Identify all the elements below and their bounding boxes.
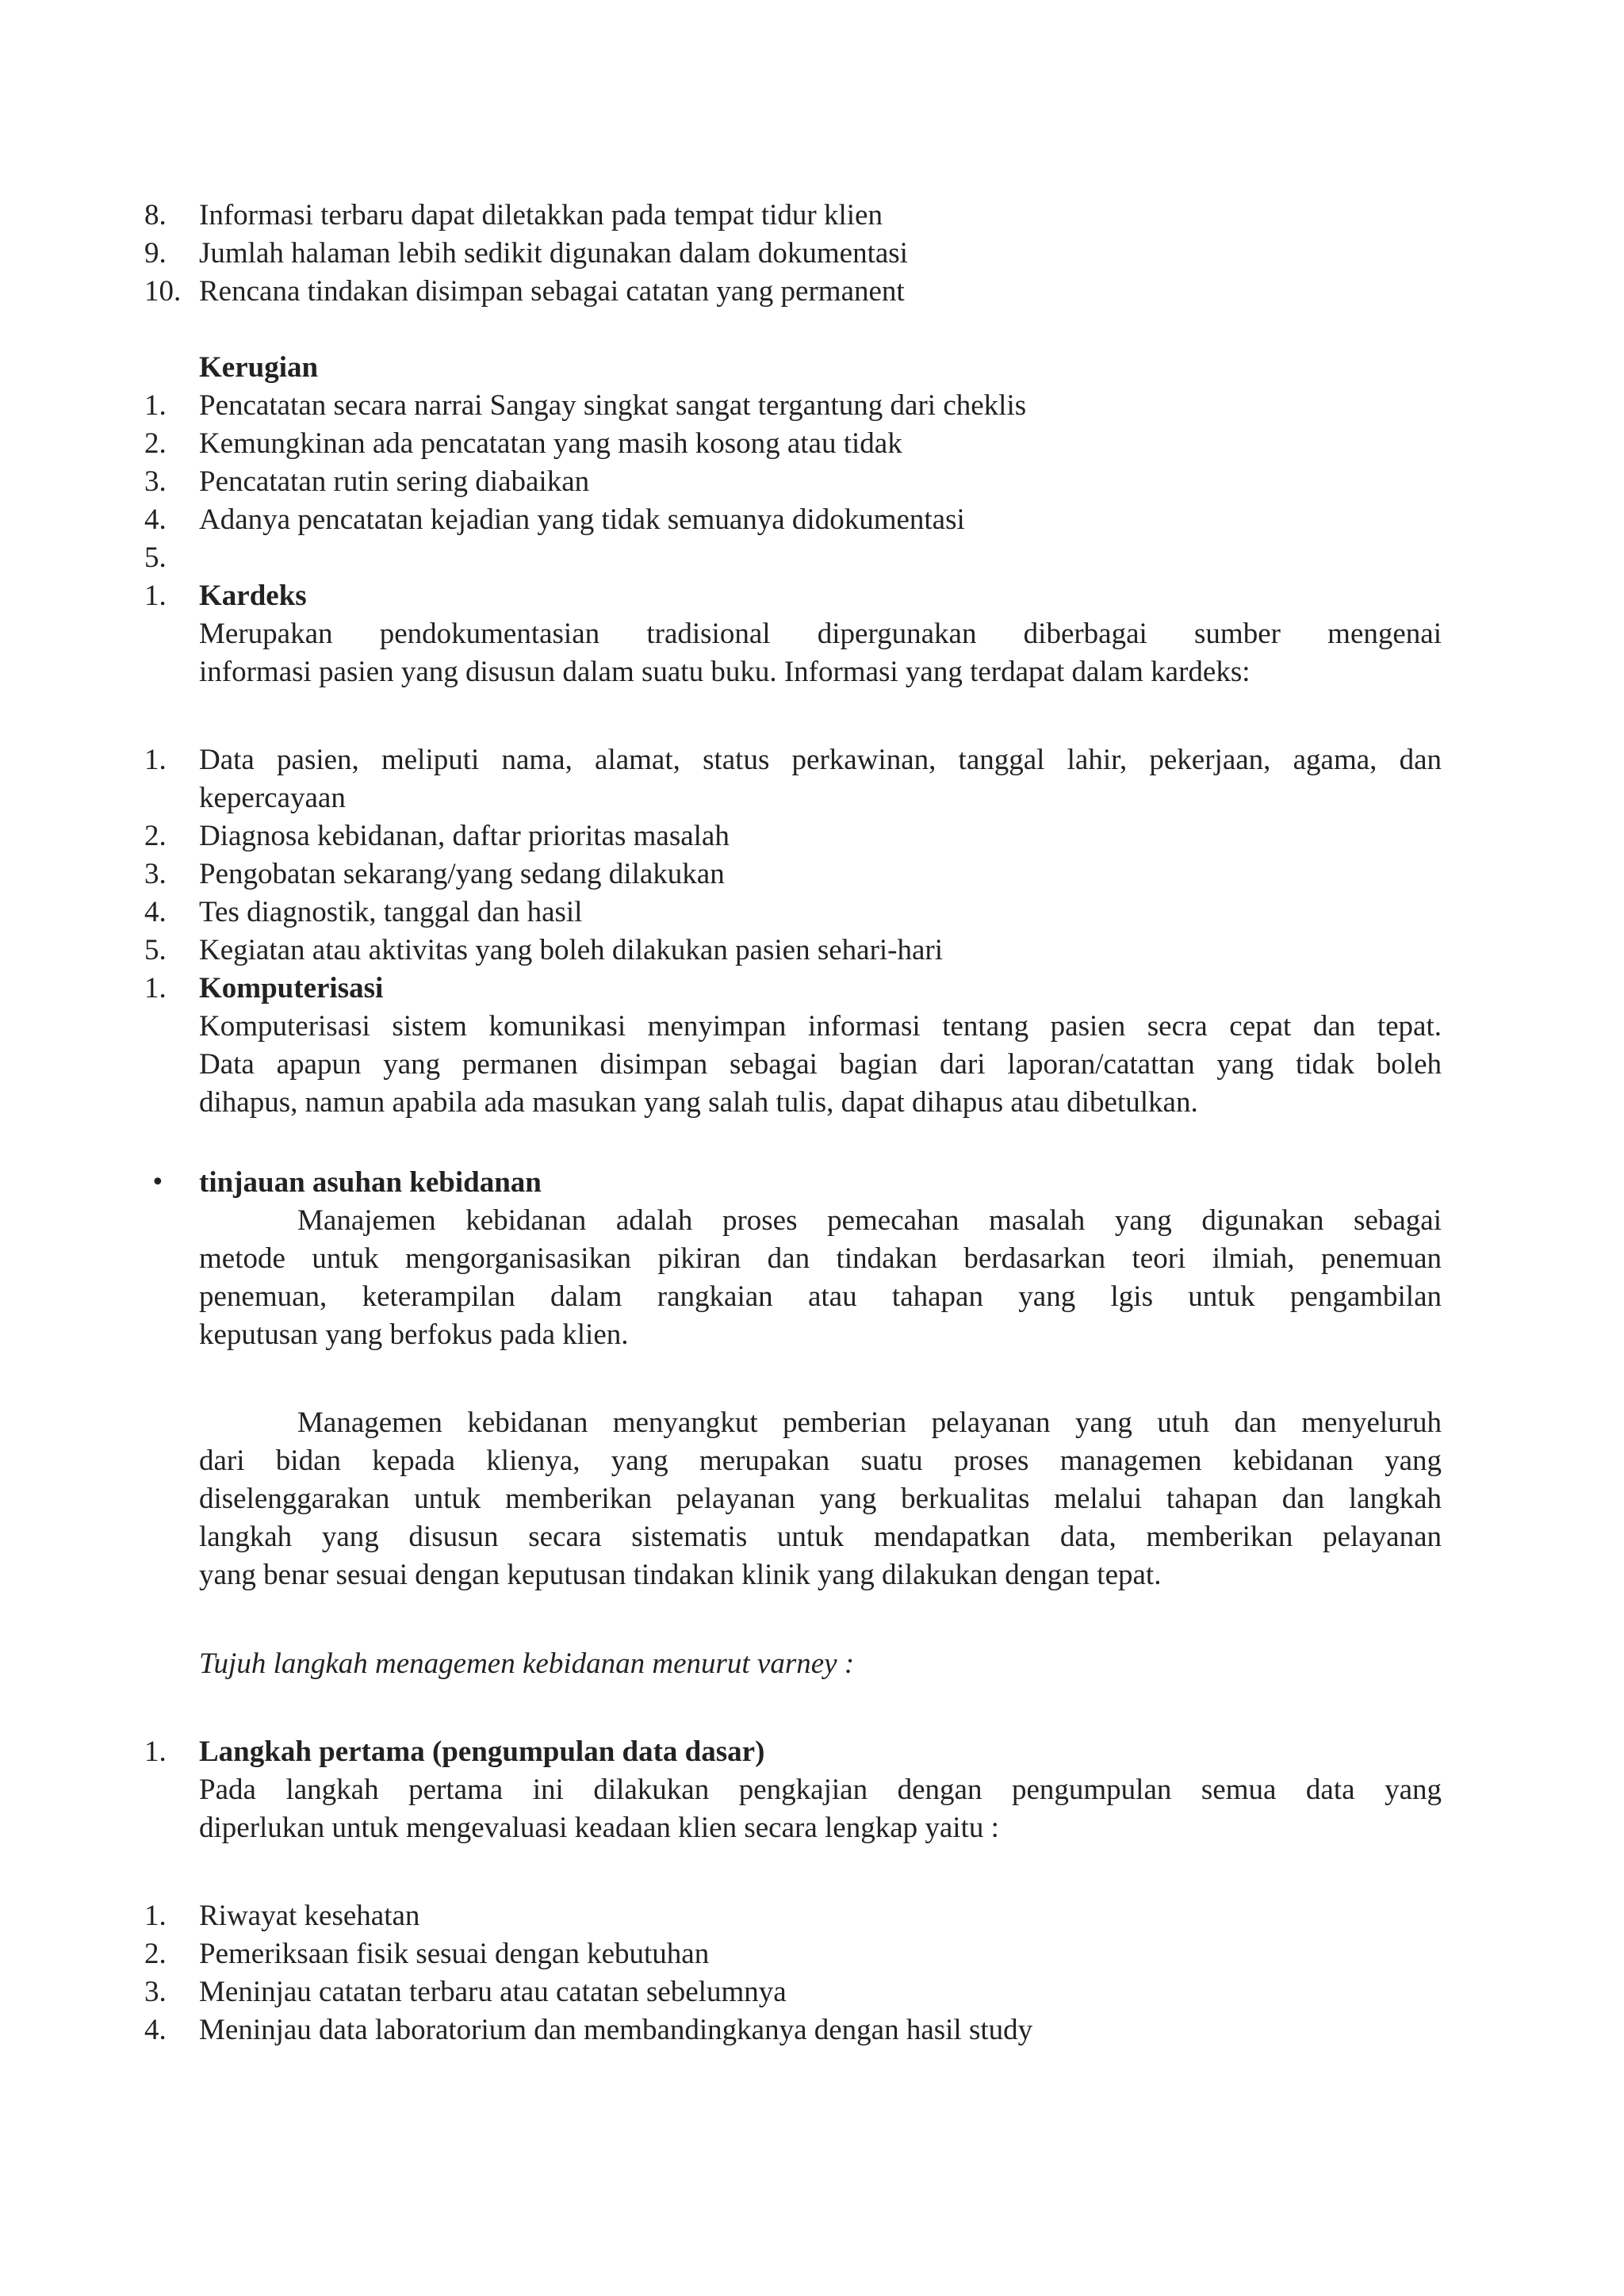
list-number: 1. [144,972,167,1004]
tinjauan-paragraph-line: Managemen kebidanan menyangkut pemberian pelayanan yang utuh dan menyeluruh [297,1406,1442,1439]
kerugian-heading: Kerugian [199,351,319,384]
komputerisasi-paragraph-line: Data apapun yang permanen disimpan sebagai bagian dari laporan/catattan yang tidak boleh [199,1048,1442,1081]
tinjauan-paragraph-line: yang benar sesuai dengan keputusan tindakan klinik yang dilakukan dengan tepat. [199,1559,1162,1591]
list-text: Pengobatan sekarang/yang sedang dilakukan [199,858,725,890]
list-text-continuation: kepercayaan [199,782,346,814]
list-number: 5. [144,541,167,574]
list-number: 2. [144,1938,167,1970]
list-number: 5. [144,934,167,966]
list-number: 3. [144,1976,167,2008]
tinjauan-paragraph-line: langkah yang disusun secara sistematis untuk mendapatkan data, memberikan pelayanan [199,1521,1442,1553]
kardeks-paragraph-line: informasi pasien yang disusun dalam suatu buku. Informasi yang terdapat dalam kardeks: [199,656,1251,688]
kardeks-paragraph-line: Merupakan pendokumentasian tradisional dipergunakan diberbagai sumber mengenai [199,618,1442,650]
list-number: 3. [144,465,167,498]
tinjauan-paragraph-line: Manajemen kebidanan adalah proses pemecahan masalah yang digunakan sebagai [297,1204,1442,1237]
list-number: 4. [144,896,167,928]
list-number: 10. [144,275,182,308]
list-text: Kemungkinan ada pencatatan yang masih kosong atau tidak [199,427,902,460]
list-text: Rencana tindakan disimpan sebagai catatan yang permanent [199,275,905,308]
list-number: 1. [144,1900,167,1932]
tinjauan-heading: tinjauan asuhan kebidanan [199,1166,542,1199]
kardeks-heading: Kardeks [199,580,307,612]
langkah-paragraph-line: Pada langkah pertama ini dilakukan pengkajian dengan pengumpulan semua data yang [199,1774,1442,1806]
list-text: Kegiatan atau aktivitas yang boleh dilakukan pasien sehari-hari [199,934,944,966]
list-number: 4. [144,503,167,536]
list-text: Adanya pencatatan kejadian yang tidak semuanya didokumentasi [199,503,965,536]
list-number: 1. [144,580,167,612]
langkah-heading: Langkah pertama (pengumpulan data dasar) [199,1735,765,1768]
komputerisasi-paragraph-line: dihapus, namun apabila ada masukan yang salah tulis, dapat dihapus atau dibetulkan. [199,1086,1198,1119]
tinjauan-paragraph-line: keputusan yang berfokus pada klien. [199,1318,629,1351]
list-number: 4. [144,2014,167,2046]
tinjauan-paragraph-line: diselenggarakan untuk memberikan pelayanan yang berkualitas melalui tahapan dan langkah [199,1483,1442,1515]
list-text: Tes diagnostik, tanggal dan hasil [199,896,583,928]
list-number: 1. [144,1735,167,1768]
langkah-paragraph-line: diperlukan untuk mengevaluasi keadaan klien secara lengkap yaitu : [199,1812,999,1844]
list-text: Informasi terbaru dapat diletakkan pada tempat tidur klien [199,199,883,232]
komputerisasi-paragraph-line: Komputerisasi sistem komunikasi menyimpan informasi tentang pasien secra cepat dan tepat. [199,1010,1442,1043]
tinjauan-paragraph-line: dari bidan kepada klienya, yang merupakan suatu proses managemen kebidanan yang [199,1445,1442,1477]
list-number: 2. [144,820,167,852]
tinjauan-paragraph-line: penemuan, keterampilan dalam rangkaian atau tahapan yang lgis untuk pengambilan [199,1280,1442,1313]
varney-subheading: Tujuh langkah menagemen kebidanan menurut varney : [199,1647,855,1680]
list-number: 8. [144,199,167,232]
list-number: 3. [144,858,167,890]
list-text: Riwayat kesehatan [199,1900,420,1932]
list-text: Jumlah halaman lebih sedikit digunakan dalam dokumentasi [199,237,908,270]
list-text: Pencatatan rutin sering diabaikan [199,465,590,498]
list-text: Meninjau data laboratorium dan membandingkanya dengan hasil study [199,2014,1033,2046]
bullet-icon: • [151,1169,165,1196]
list-text: Meninjau catatan terbaru atau catatan sebelumnya [199,1976,787,2008]
list-text: Pemeriksaan fisik sesuai dengan kebutuhan [199,1938,710,1970]
list-number: 1. [144,389,167,422]
tinjauan-paragraph-line: metode untuk mengorganisasikan pikiran dan tindakan berdasarkan teori ilmiah, penemuan [199,1242,1442,1275]
list-text: Data pasien, meliputi nama, alamat, status perkawinan, tanggal lahir, pekerjaan, agama, dan [199,744,1442,776]
list-text: Pencatatan secara narrai Sangay singkat sangat tergantung dari cheklis [199,389,1027,422]
komputerisasi-heading: Komputerisasi [199,972,384,1004]
list-text: Diagnosa kebidanan, daftar prioritas masalah [199,820,730,852]
list-number: 2. [144,427,167,460]
list-number: 1. [144,744,167,776]
list-number: 9. [144,237,167,270]
